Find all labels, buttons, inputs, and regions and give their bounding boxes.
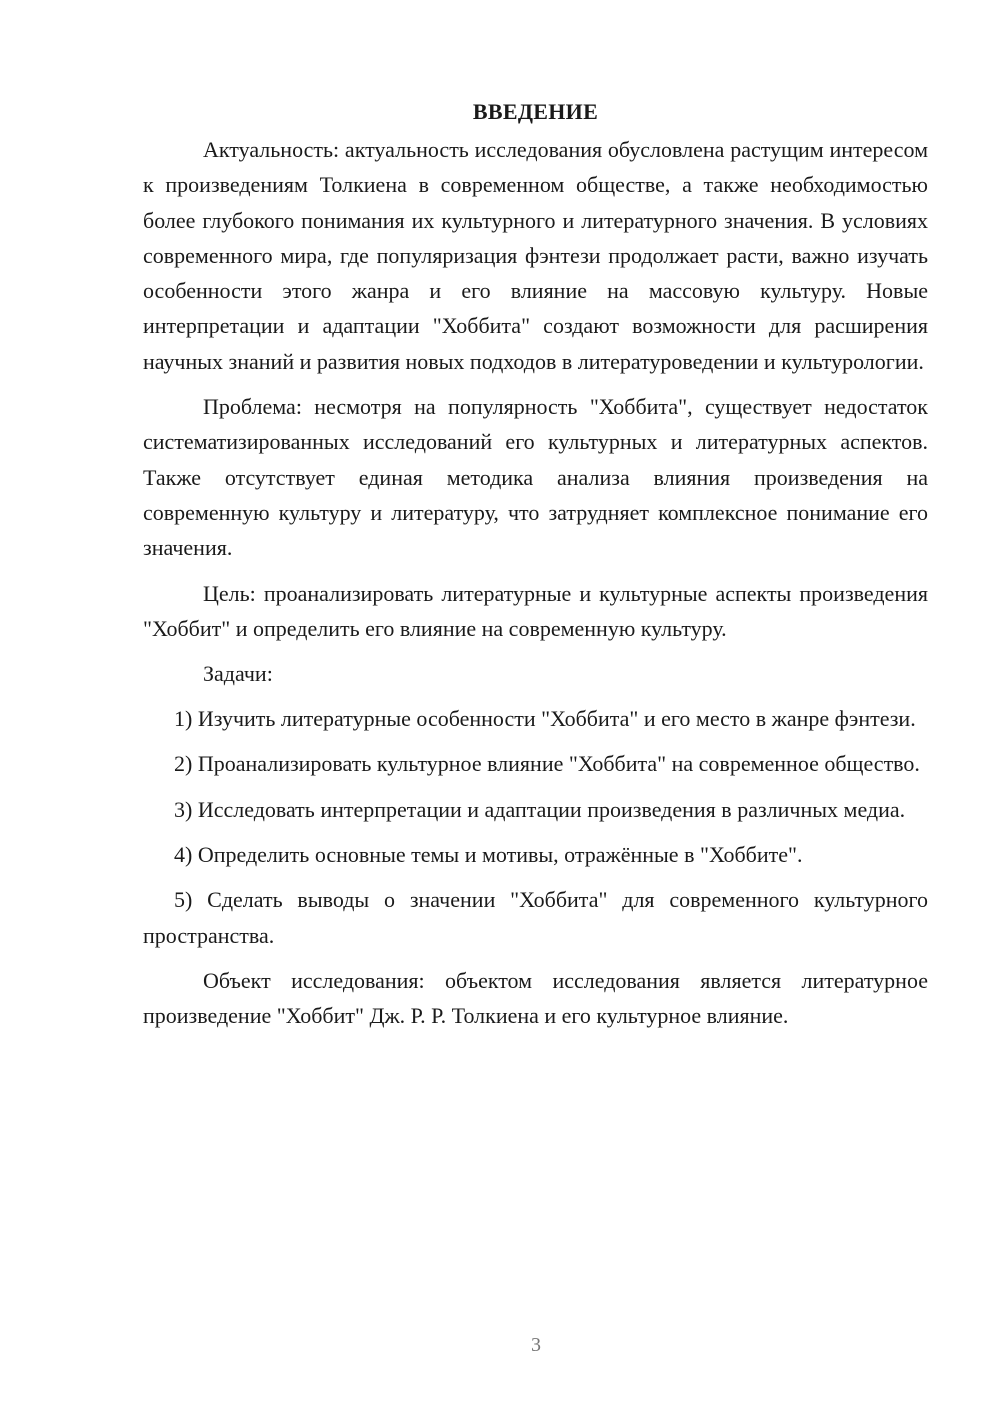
task-item: 5) Сделать выводы о значении "Хоббита" для современного культурного пространства. bbox=[143, 887, 928, 948]
page-number: 3 bbox=[531, 1334, 541, 1356]
problem-paragraph: Проблема: несмотря на популярность "Хоббита", существует недостаток систематизированных исследований его культурных и литературных аспектов. Также отсутствует единая методика анализа влияния произведения на современную культуру и литературу, что затрудняет комплексное понимание его значения. bbox=[143, 394, 928, 561]
object-paragraph: Объект исследования: объектом исследования является литературное произведение "Хоббит" Дж. Р. Р. Толкиена и его культурное влияние. bbox=[143, 967, 928, 1029]
task-item: 2) Проанализировать культурное влияние "Хоббита" на современное общество. bbox=[174, 751, 920, 777]
tasks-heading: Задачи: bbox=[203, 661, 273, 687]
goal-paragraph: Цель: проанализировать литературные и культурные аспекты произведения "Хоббит" и определить его влияние на современную культуру. bbox=[143, 580, 928, 641]
section-heading: ВВЕДЕНИЕ bbox=[472, 99, 599, 124]
task-item: 4) Определить основные темы и мотивы, отражённые в "Хоббите". bbox=[174, 842, 803, 868]
task-item: 1) Изучить литературные особенности "Хоббита" и его место в жанре фэнтези. bbox=[174, 706, 916, 732]
document-body bbox=[143, 94, 928, 1044]
task-item: 3) Исследовать интерпретации и адаптации произведения в различных медиа. bbox=[174, 796, 906, 822]
relevance-paragraph: Актуальность: актуальность исследования обусловлена растущим интересом к произведениям Толкиена в современном обществе, а также необходимостью более глубокого понимания их культурного и литературного значения. В условиях современного мира, где популяризация фэнтези продолжает расти, важно изучать особенности этого жанра и его влияние на массовую культуру. Новые интерпретации и адаптации "Хоббита" создают возможности для расширения научных знаний и развития новых подходов в литературоведении и культурологии. bbox=[143, 137, 928, 374]
